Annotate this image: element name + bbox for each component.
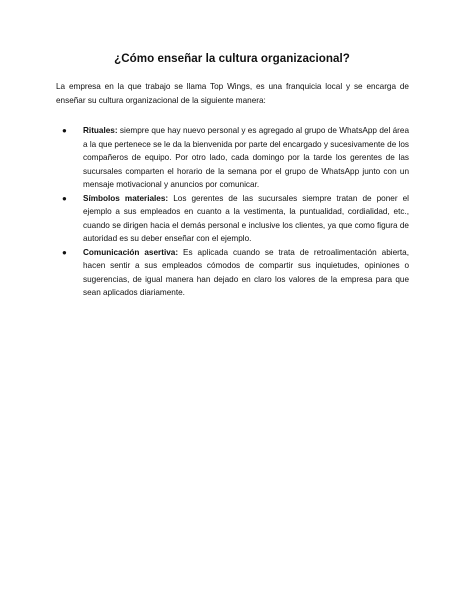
bullet-term: Rituales:	[83, 126, 118, 135]
bullet-item-simbolos-materiales	[56, 192, 409, 246]
bullet-item-rituales	[56, 124, 409, 192]
bullet-text: Los gerentes de las sucursales siempre tratan de poner el ejemplo a sus empleados en cuanto a la vestimenta, la puntualidad, cordialidad, etc., cuando se dirigen hacia el demás personal e inclusive los clientes, ya que como figura de autoridad es su deber enseñar con el ejemplo.	[83, 193, 410, 243]
bullet-icon: ●	[62, 247, 67, 257]
bullet-text: siempre que hay nuevo personal y es agregado al grupo de WhatsApp del área a la que pertenece se le da la bienvenida por parte del encargado y sucesivamente de los compañeros de equipo. Por otro lado, cada domingo por la tarde los gerentes de las sucursales comparten el horario de la semana por el grupo de WhatsApp junto con un mensaje motivacional y anuncios por comunicar.	[83, 126, 409, 189]
bullet-icon: ●	[62, 193, 67, 203]
bullet-item-comunicacion-asertiva	[56, 246, 409, 300]
intro-paragraph: La empresa en la que trabajo se llama Top Wings, es una franquicia local y se encarga de enseñar su cultura organizacional de la siguiente manera:	[56, 82, 409, 105]
document-title: ¿Cómo enseñar la cultura organizacional?	[114, 52, 350, 65]
bullet-term: Comunicación asertiva:	[83, 247, 179, 257]
bullet-text: Es aplicada cuando se trata de retroalimentación abierta, hacen sentir a sus empleados cómodos de compartir sus inquietudes, opiniones o sugerencias, de igual manera han dejado en claro los valores de la empresa para que sean aplicados diariamente.	[83, 247, 409, 297]
bullet-icon: ●	[62, 126, 67, 135]
bullet-term: Símbolos materiales:	[83, 193, 169, 203]
bullet-list	[56, 124, 409, 300]
